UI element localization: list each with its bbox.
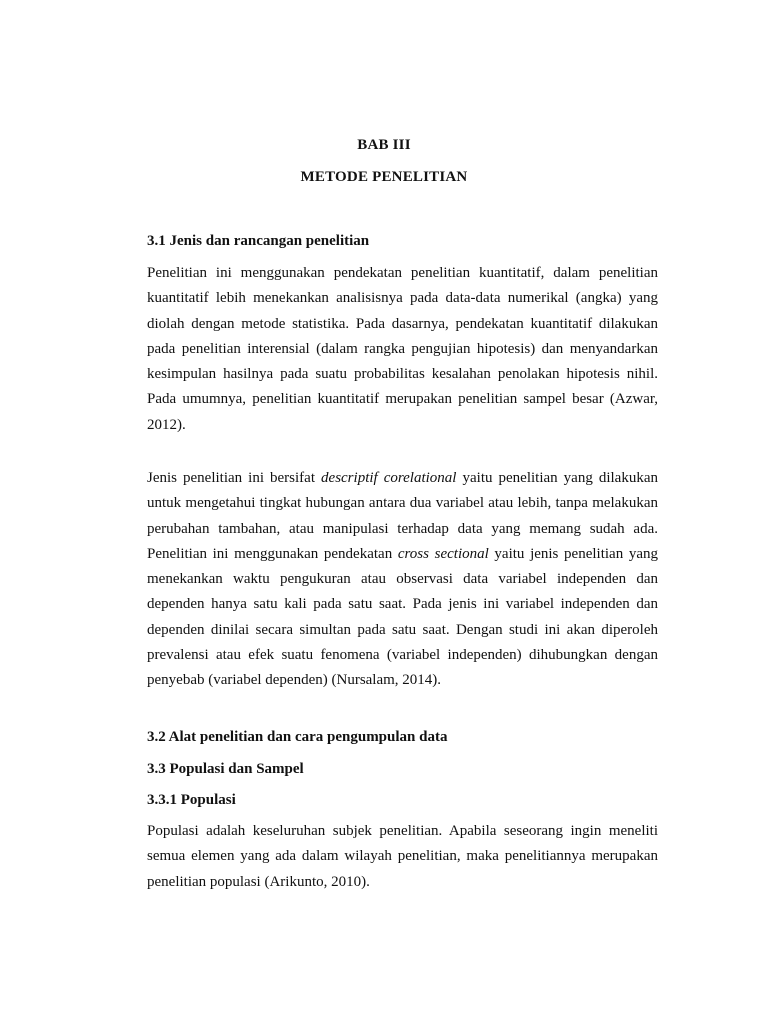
paragraph-2-text-3: yaitu jenis penelitian yang menekankan waktu pengukuran atau observasi data variabel independen dan dependen hanya satu kali pada satu saat. Pada jenis ini variabel independen dan dependen dinilai secara simultan pada satu saat. Dengan studi ini akan diperoleh prevalensi atau efek suatu fenomena (variabel independen) dihubungkan dengan penyebab (variabel dependen) (Nursalam, 2014). bbox=[147, 545, 658, 689]
section-3-2-heading: 3.2 Alat penelitian dan cara pengumpulan data bbox=[147, 729, 448, 745]
section-3-3-1-paragraph: Populasi adalah keseluruhan subjek penelitian. Apabila seseorang ingin meneliti semua elemen yang ada dalam wilayah penelitian, maka penelitiannya merupakan penelitian populasi (Arikunto, 2010). bbox=[147, 823, 658, 890]
section-3-3-heading: 3.3 Populasi dan Sampel bbox=[147, 761, 304, 777]
paragraph-2-text-2: yaitu penelitian yang dilakukan untuk mengetahui tingkat hubungan antara dua variabel atau lebih, tanpa melakukan perubahan tambahan, atau manipulasi terhadap data yang memang sudah ada. Penelitian ini menggunakan pendekatan bbox=[147, 470, 658, 562]
chapter-label: BAB III bbox=[357, 137, 411, 153]
paragraph-2-text-1: Jenis penelitian ini bersifat bbox=[147, 470, 322, 486]
paragraph-2-italic-descriptif: descriptif corelational bbox=[321, 470, 457, 486]
section-3-1-heading: 3.1 Jenis dan rancangan penelitian bbox=[147, 233, 370, 249]
section-3-1-paragraph-2 bbox=[147, 466, 658, 694]
chapter-title: METODE PENELITIAN bbox=[300, 169, 468, 185]
paragraph-2-italic-cross-sectional: cross sectional bbox=[397, 545, 489, 562]
section-3-1-paragraph-1: Penelitian ini menggunakan pendekatan penelitian kuantitatif, dalam penelitian kuantitatif lebih menekankan analisisnya pada data-data numerikal (angka) yang diolah dengan metode statistika. Pada dasarnya, pendekatan kuantitatif dilakukan pada penelitian interensial (dalam rangka pengujian hipotesis) dan menyandarkan kesimpulan hasilnya pada suatu probabilitas kesalahan penolakan hipotesis nihil. Pada umumnya, penelitian kuantitatif merupakan penelitian sampel besar (Azwar, 2012). bbox=[147, 265, 658, 433]
section-3-3-1-heading: 3.3.1 Populasi bbox=[147, 792, 236, 808]
